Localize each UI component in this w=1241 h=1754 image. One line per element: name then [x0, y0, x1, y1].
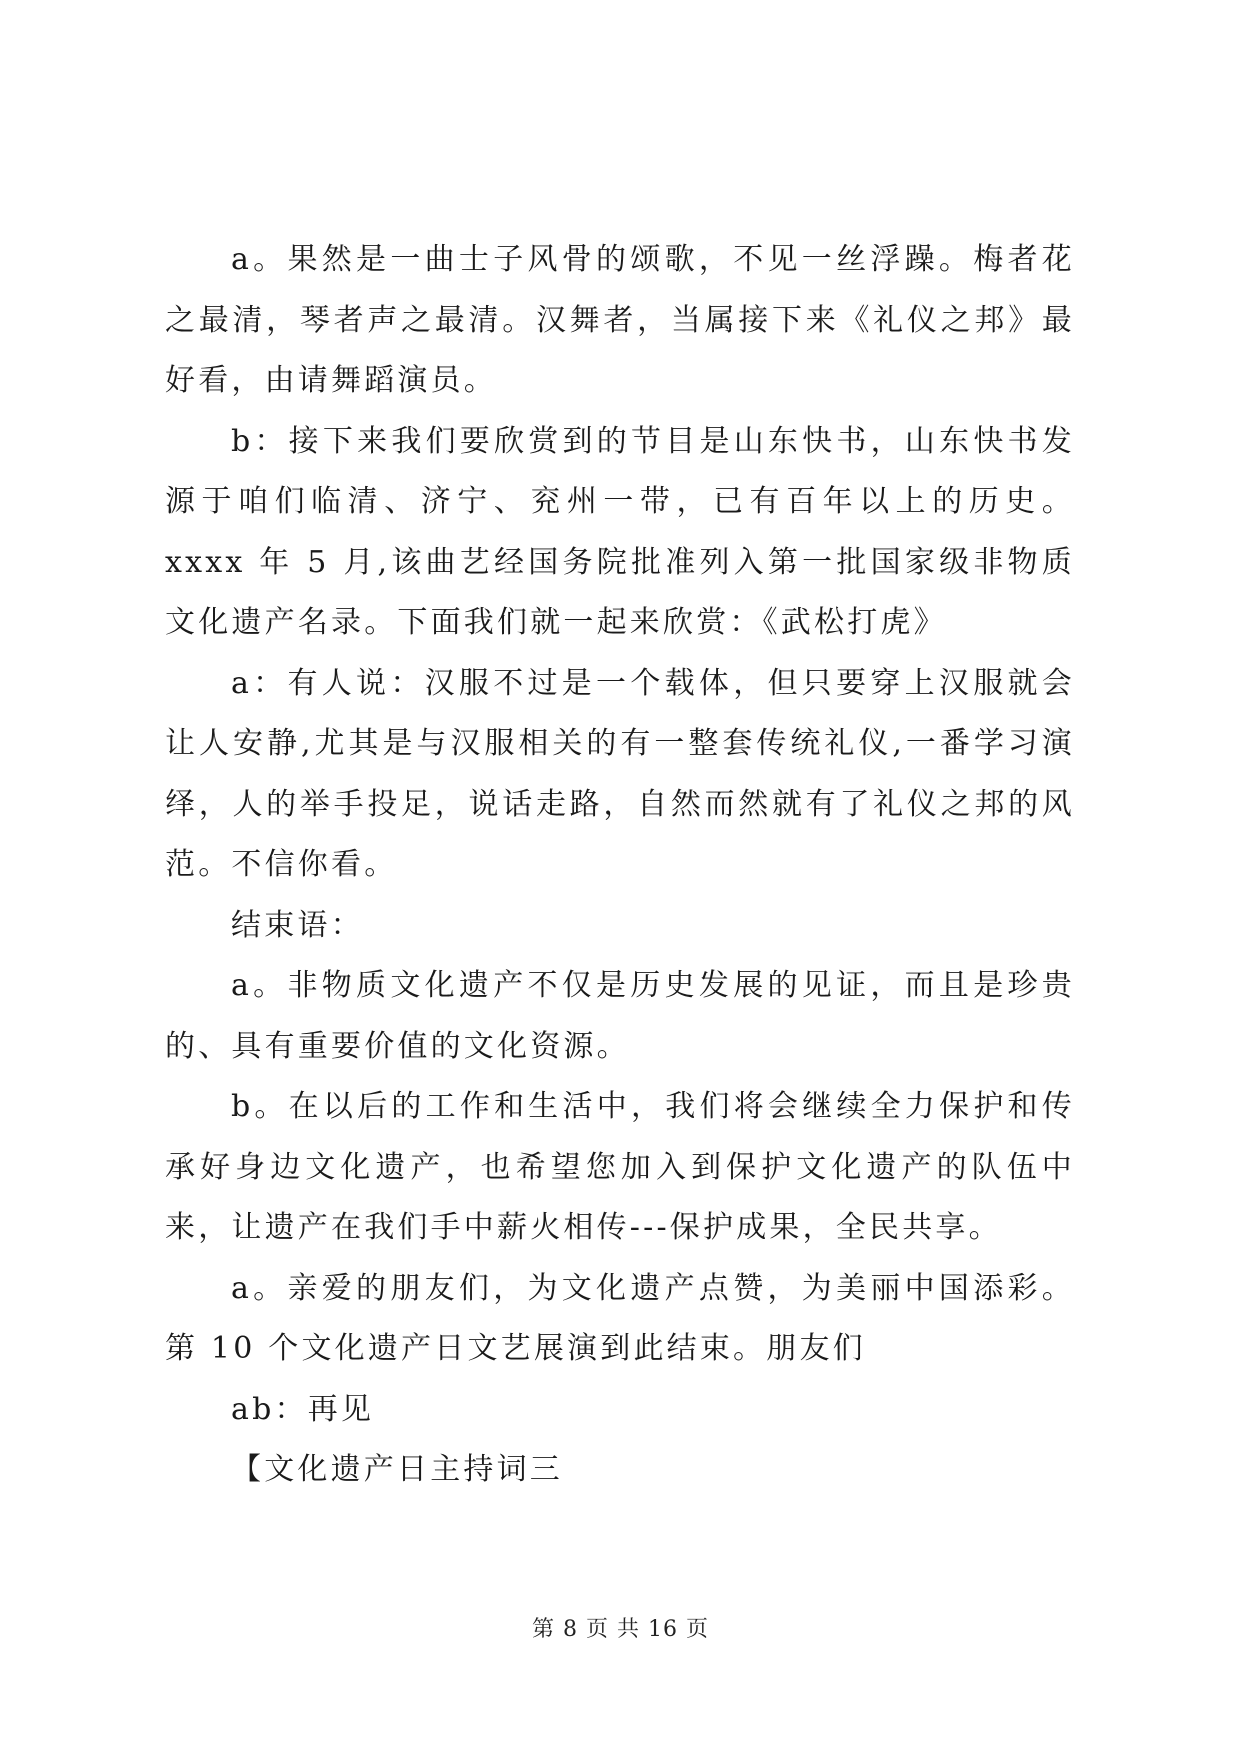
paragraph-b-shandong-kuaishu: b：接下来我们要欣赏到的节目是山东快书，山东快书发源于咱们临清、济宁、兖州一带，已有百年以上的历史。xxxx 年 5 月,该曲艺经国务院批准列入第一批国家级非物质文化遗产名录。下面我们就一起来欣赏：《武松打虎》 — [165, 423, 1075, 640]
closing-heading: 结束语： — [231, 907, 364, 943]
paragraph-a-intangible-heritage: a。非物质文化遗产不仅是历史发展的见证，而且是珍贵的、具有重要价值的文化资源。 — [165, 968, 1075, 1064]
section-heading-three: 【文化遗产日主持词三 — [231, 1452, 563, 1487]
paragraph-a-closing: a。亲爱的朋友们，为文化遗产点赞，为美丽中国添彩。第 10 个文化遗产日文艺展演到此结束。朋友们 — [165, 1270, 1075, 1366]
paragraph-ab-goodbye: ab：再见 — [231, 1391, 375, 1427]
page-number: 第 8 页 共 16 页 — [532, 1617, 709, 1642]
paragraph-a-plum-qin: a。果然是一曲士子风骨的颂歌，不见一丝浮躁。梅者花之最清，琴者声之最清。汉舞者，当属接下来《礼仪之邦》最好看，由请舞蹈演员。 — [165, 242, 1075, 398]
paragraph-b-protect-heritage: b。在以后的工作和生活中，我们将会继续全力保护和传承好身边文化遗产，也希望您加入到保护文化遗产的队伍中来，让遗产在我们手中薪火相传---保护成果，全民共享。 — [165, 1089, 1075, 1245]
document-body — [165, 230, 1075, 1501]
paragraph-a-hanfu: a：有人说：汉服不过是一个载体，但只要穿上汉服就会让人安静,尤其是与汉服相关的有一整套传统礼仪,一番学习演绎，人的举手投足，说话走路，自然而然就有了礼仪之邦的风范。不信你看。 — [165, 665, 1075, 882]
